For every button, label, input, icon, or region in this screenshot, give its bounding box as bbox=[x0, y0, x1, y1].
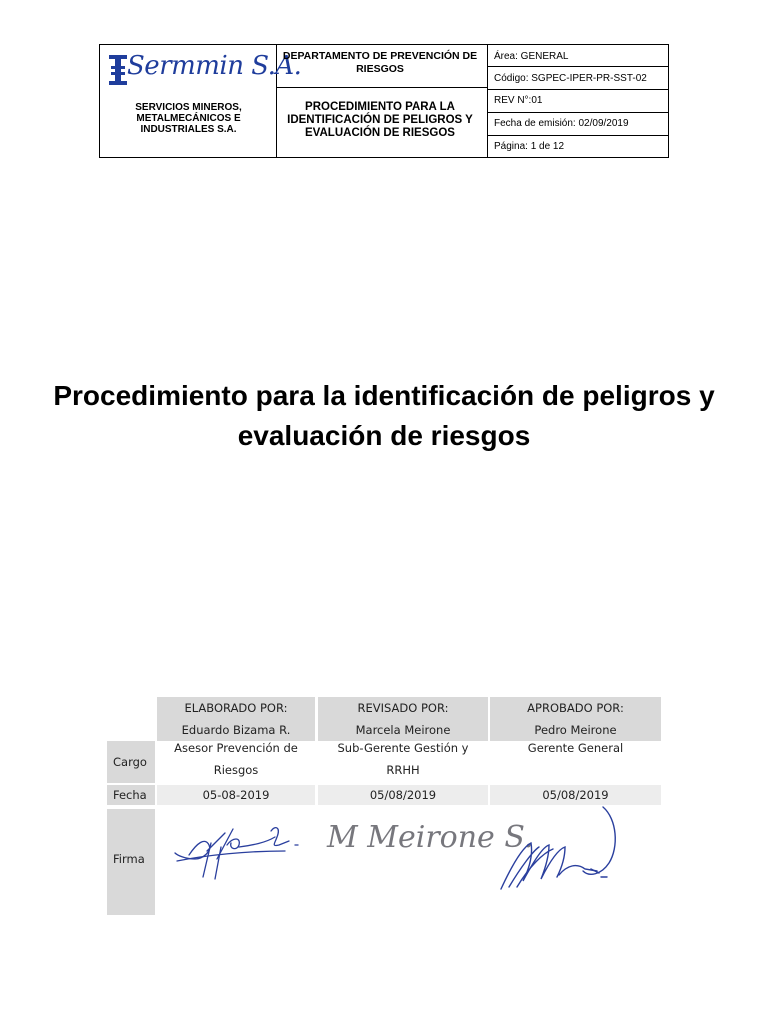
signature-prepared-by bbox=[167, 815, 312, 885]
code-field: Código: SGPEC-IPER-PR-SST-02 bbox=[494, 73, 647, 84]
approved-by-name: Pedro Meirone bbox=[534, 723, 617, 737]
procedure-title: PROCEDIMIENTO PARA LA IDENTIFICACIÓN DE PELIGROS Y EVALUACIÓN DE RIESGOS bbox=[287, 101, 473, 139]
revision-field: REV N°:01 bbox=[494, 95, 543, 106]
approved-by-cargo: Gerente General bbox=[527, 741, 624, 755]
area-field: Área: GENERAL bbox=[494, 51, 569, 62]
prepared-by-header bbox=[157, 697, 315, 741]
signature-text: M Meirone S. bbox=[327, 820, 534, 855]
divider bbox=[487, 135, 669, 136]
signature-approved-by bbox=[493, 797, 623, 897]
divider bbox=[487, 45, 488, 157]
prepared-by-date: 05-08-2019 bbox=[157, 785, 315, 805]
firma-label: Firma bbox=[107, 809, 155, 915]
company-name: SERVICIOS MINEROS, METALMECÁNICOS E INDUSTRIALES S.A. bbox=[135, 102, 242, 135]
divider bbox=[487, 112, 669, 113]
prepared-by-role: ELABORADO POR: bbox=[184, 701, 288, 715]
document-header bbox=[99, 44, 669, 158]
approved-by-date: 05/08/2019 bbox=[490, 785, 661, 805]
company-logo bbox=[100, 45, 302, 157]
reviewed-by-date: 05/08/2019 bbox=[318, 785, 488, 805]
prepared-by-cargo: Asesor Prevención de Riesgos bbox=[174, 741, 298, 777]
reviewed-by-name: Marcela Meirone bbox=[355, 723, 451, 737]
cargo-label: Cargo bbox=[107, 741, 155, 783]
department-title: DEPARTAMENTO DE PREVENCIÓN DE RIESGOS bbox=[282, 50, 478, 75]
divider bbox=[487, 66, 669, 67]
reviewed-by-role: REVISADO POR: bbox=[357, 701, 449, 715]
logo-text: Sermmin S.A. bbox=[127, 51, 302, 81]
document-title: Procedimiento para la identificación de peligros y evaluación de riesgos bbox=[53, 380, 715, 451]
reviewed-by-header bbox=[318, 697, 488, 741]
logo-mark-icon bbox=[107, 54, 129, 86]
divider bbox=[487, 89, 669, 90]
page-field: Página: 1 de 12 bbox=[494, 141, 565, 152]
issue-date-field: Fecha de emisión: 02/09/2019 bbox=[494, 118, 629, 129]
prepared-by-name: Eduardo Bizama R. bbox=[181, 723, 291, 737]
reviewed-by-cargo: Sub-Gerente Gestión y RRHH bbox=[337, 741, 469, 777]
divider bbox=[276, 87, 487, 88]
fecha-label: Fecha bbox=[107, 785, 155, 805]
approved-by-role: APROBADO POR: bbox=[527, 701, 624, 715]
signature-reviewed-by bbox=[325, 811, 534, 873]
approved-by-header bbox=[490, 697, 661, 741]
